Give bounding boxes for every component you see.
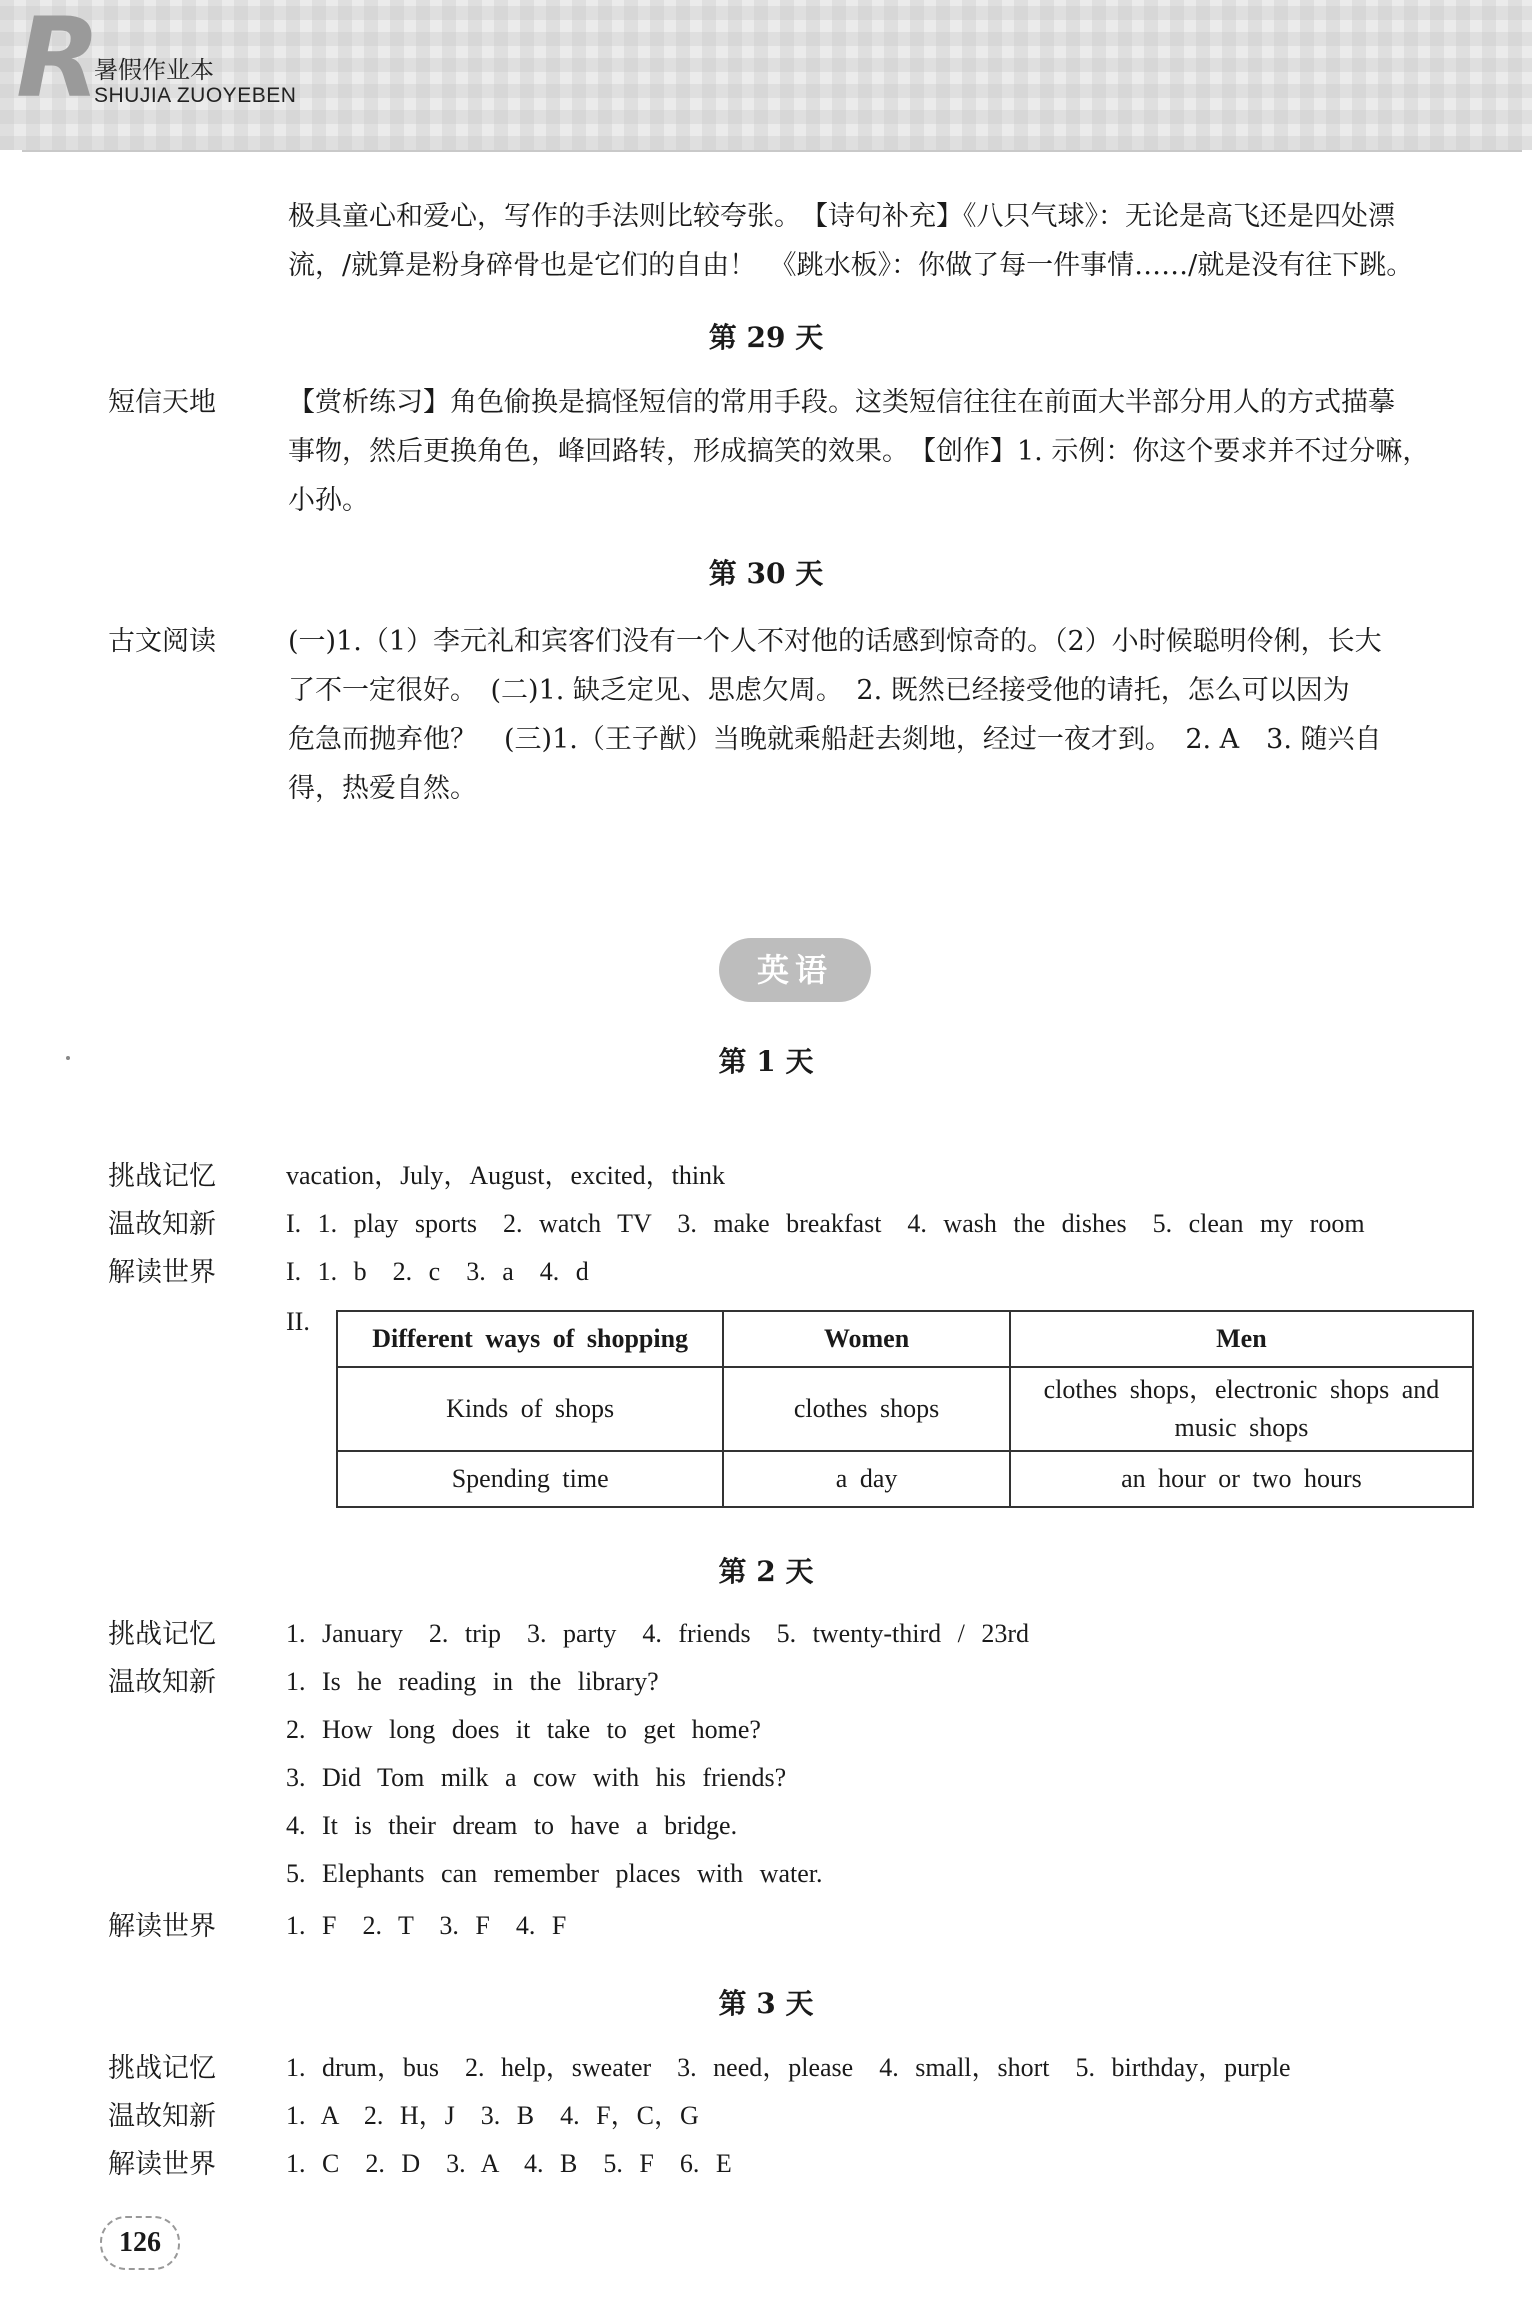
table-cell: clothes shops，electronic shops and music shops	[1010, 1367, 1473, 1451]
day-2-review-answer: 2. How long does it take to get home?	[286, 1715, 761, 1744]
text-line: 了不一定很好。 (二)1. 缺乏定见、思虑欠周。 2. 既然已经接受他的请托，怎么可以因为	[288, 675, 1350, 706]
day-30-label: 古文阅读	[108, 626, 216, 657]
table-header-cell: Different ways of shopping	[337, 1311, 723, 1367]
text-line: 小孙。	[288, 485, 369, 516]
day-29-title: 第 29 天	[708, 321, 824, 354]
day-2-review-answer: 4. It is their dream to have a bridge.	[286, 1811, 738, 1840]
header-divider	[22, 150, 1522, 152]
day-29-text	[288, 378, 1488, 525]
day-1-title: 第 1 天	[718, 1045, 814, 1078]
table-cell: an hour or two hours	[1010, 1451, 1473, 1507]
header-background	[0, 0, 1532, 150]
day-30-text	[288, 617, 1488, 813]
table-cell: Kinds of shops	[337, 1367, 723, 1451]
day-30-title: 第 30 天	[708, 557, 824, 590]
day-3-label-review: 温故知新	[108, 2101, 216, 2132]
table-row	[337, 1451, 1473, 1507]
text-line: 事物，然后更换角色，峰回路转，形成搞笑的效果。 【创作】1. 示例：你这个要求并不过分嘛，	[288, 436, 1430, 467]
table-cell: Spending time	[337, 1451, 723, 1507]
day-3-title: 第 3 天	[718, 1987, 814, 2020]
table-cell: a day	[723, 1451, 1010, 1507]
day-3-label-memory: 挑战记忆	[108, 2053, 216, 2084]
book-title-pinyin: SHUJIA ZUOYEBEN	[94, 84, 297, 107]
day-2-title: 第 2 天	[718, 1555, 814, 1588]
day-2-review-answer: 5. Elephants can remember places with water.	[286, 1859, 823, 1888]
intro-line: 极具童心和爱心，写作的手法则比较夸张。 【诗句补充】《八只气球》：无论是高飞还是四处漂	[288, 201, 1395, 232]
day-1-label-reading: 解读世界	[108, 1257, 216, 1288]
subject-badge-english: 英语	[719, 938, 871, 1002]
day-2-label-memory: 挑战记忆	[108, 1619, 216, 1650]
table-header-row	[337, 1311, 1473, 1367]
day-2-review-answer: 1. Is he reading in the library?	[286, 1667, 659, 1696]
day-2-label-reading: 解读世界	[108, 1911, 216, 1942]
day-2-label-review: 温故知新	[108, 1667, 216, 1698]
day-1-label-memory: 挑战记忆	[108, 1161, 216, 1192]
day-2-review-answer: 3. Did Tom milk a cow with his friends?	[286, 1763, 787, 1792]
text-line: 【赏析练习】角色偷换是搞怪短信的常用手段。这类短信往往在前面大半部分用人的方式描摹	[288, 387, 1395, 418]
day-1-reading-answer: I. 1. b 2. c 3. a 4. d	[286, 1257, 589, 1286]
shopping-table	[336, 1310, 1474, 1508]
day-3-review-answer: 1. A 2. H，J 3. B 4. F，C，G	[286, 2101, 699, 2130]
text-line: 得，热爱自然。	[288, 773, 477, 804]
day-3-label-reading: 解读世界	[108, 2149, 216, 2180]
day-2-memory-answer: 1. January 2. trip 3. party 4. friends 5. twenty-third / 23rd	[286, 1619, 1029, 1648]
table-cell: clothes shops	[723, 1367, 1010, 1451]
text-line: 危急而抛弃他？ (三)1.（王子猷）当晚就乘船赶去剡地，经过一夜才到。 2. A 3. 随兴自	[288, 724, 1382, 755]
day-1-memory-answer: vacation，July，August，excited，think	[286, 1161, 726, 1190]
intro-line: 流，/就算是粉身碎骨也是它们的自由！ 《跳水板》：你做了每一件事情……/就是没有往下跳。	[288, 250, 1414, 281]
day-29-label: 短信天地	[108, 387, 216, 418]
book-title-chinese: 暑假作业本	[94, 56, 214, 84]
logo-letter: R	[16, 0, 101, 122]
day-3-reading-answer: 1. C 2. D 3. A 4. B 5. F 6. E	[286, 2149, 732, 2178]
table-row	[337, 1367, 1473, 1451]
table-header-cell: Women	[723, 1311, 1010, 1367]
day-3-memory-answer: 1. drum，bus 2. help，sweater 3. need，please 4. small，short 5. birthday，purple	[286, 2053, 1291, 2082]
day-1-review-answer: I. 1. play sports 2. watch TV 3. make breakfast 4. wash the dishes 5. clean my room	[286, 1209, 1365, 1238]
text-line: (一)1.（1）李元礼和宾客们没有一个人不对他的话感到惊奇的。（2）小时候聪明伶俐，长大	[288, 626, 1382, 657]
table-marker: II.	[286, 1307, 310, 1336]
day-1-label-review: 温故知新	[108, 1209, 216, 1240]
intro-paragraph	[288, 192, 1488, 290]
table-header-cell: Men	[1010, 1311, 1473, 1367]
page-number: 126	[100, 2216, 180, 2270]
day-2-reading-answer: 1. F 2. T 3. F 4. F	[286, 1911, 567, 1940]
